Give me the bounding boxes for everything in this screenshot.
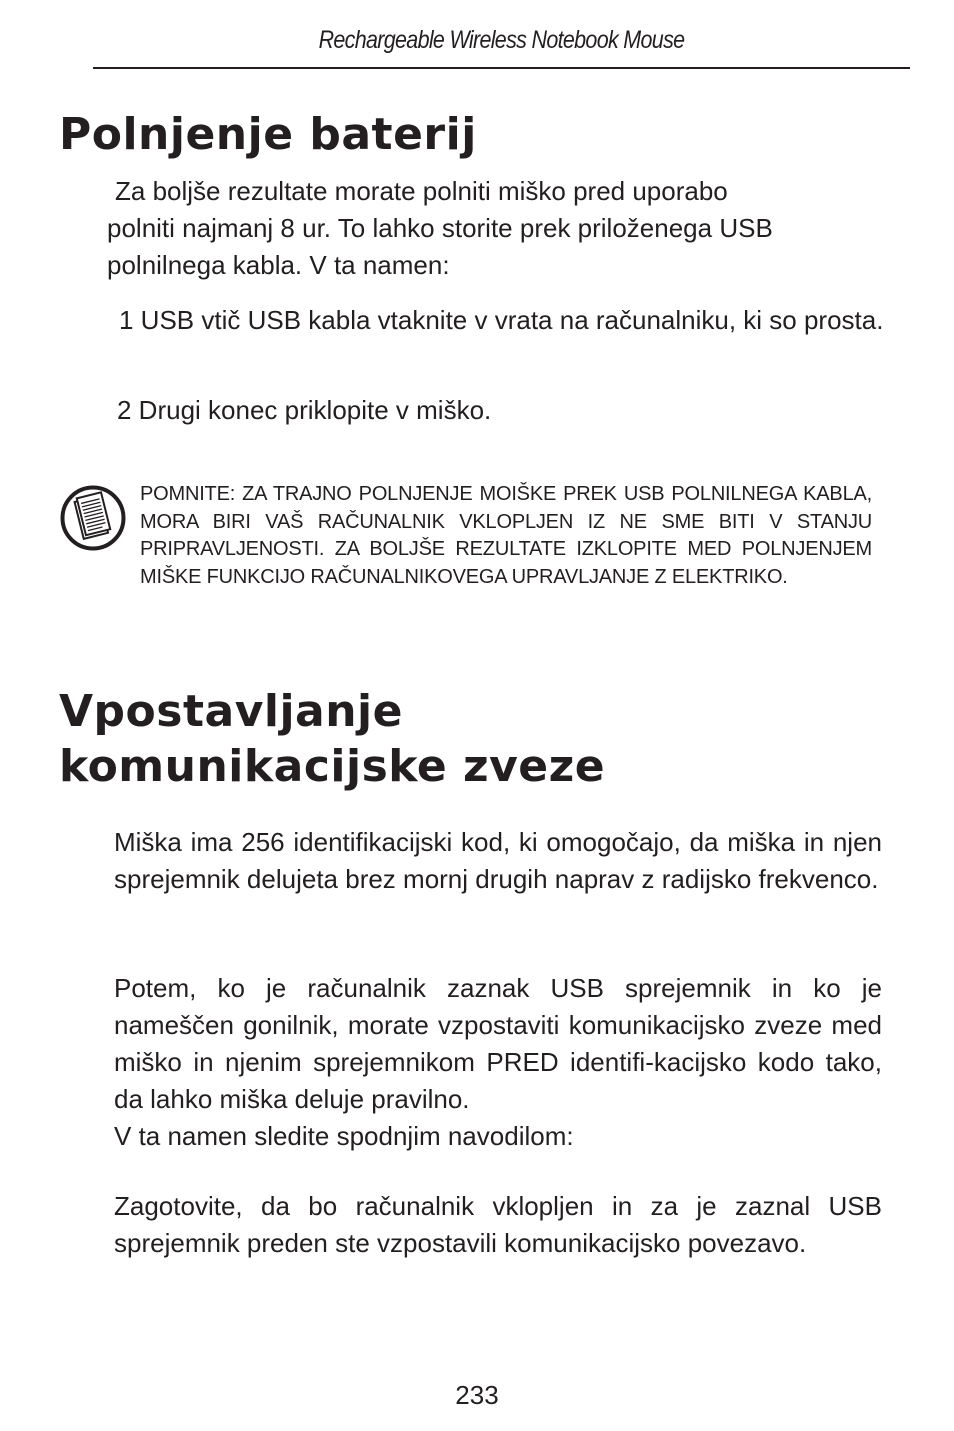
charging-intro-paragraph: [107, 173, 897, 284]
notepad-icon: [60, 485, 126, 551]
charging-intro-first-line: Za boljše rezultate morate polniti miško pred uporabo: [115, 176, 728, 206]
pairing-paragraph-1: Miška ima 256 identifikacijski kod, ki omogočajo, da miška in njen sprejemnik delujeta brez mornj drugih naprav z radijsko frekvenco.: [114, 827, 882, 894]
pairing-paragraph-2: [114, 970, 882, 1155]
pairing-paragraph-2-main: Potem, ko je računalnik zaznak USB sprejemnik in ko je nameščen gonilnik, morate vzpostaviti komunikacijsko zveze med miško in njenim sprejemnikom PRED identifi-kacijsko kodo tako, da lahko miška deluje pravilno.: [114, 973, 882, 1114]
section-title-pairing: [59, 684, 605, 794]
charging-note-text: POMNITE: ZA TRAJNO POLNJENJE MOIŠKE PREK USB POLNILNEGA KABLA, MORA BIRI VAŠ RAČUNALNIK VKLOPLJEN IZ NE SME BITI V STANJU PRIPRAVLJENOSTI. ZA BOLJŠE REZULTATE IZKLOPITE MED POLNJENJEM MIŠKE FUNKCIJO RAČUNALNIKOVEGA UPRAVLJANJE Z ELEKTRIKO.: [140, 483, 872, 588]
charging-intro-rest: polniti najmanj 8 ur. To lahko storite prek priloženega USB polnilnega kabla. V ta namen:: [107, 213, 773, 280]
header-rule: [93, 67, 910, 69]
running-header-title: Rechargeable Wireless Notebook Mouse: [318, 26, 685, 54]
pairing-paragraph-3: Zagotovite, da bo računalnik vklopljen in za je zaznal USB sprejemnik preden ste vzpostavili komunikacijsko povezavo.: [114, 1191, 882, 1258]
section-title-pairing-line2: komunikacijske zveze: [59, 741, 606, 792]
page-number: 233: [455, 1380, 499, 1410]
charging-step-1: 1 USB vtič USB kabla vtaknite v vrata na računalniku, ki so prosta.: [119, 305, 884, 335]
section-title-pairing-line1: Vpostavljanje: [59, 686, 403, 737]
charging-step-2: 2 Drugi konec priklopite v miško.: [117, 395, 492, 425]
pairing-paragraph-2-tail: V ta namen sledite spodnjim navodilom:: [114, 1121, 574, 1151]
section-title-charging: Polnjenje baterij: [59, 109, 477, 160]
